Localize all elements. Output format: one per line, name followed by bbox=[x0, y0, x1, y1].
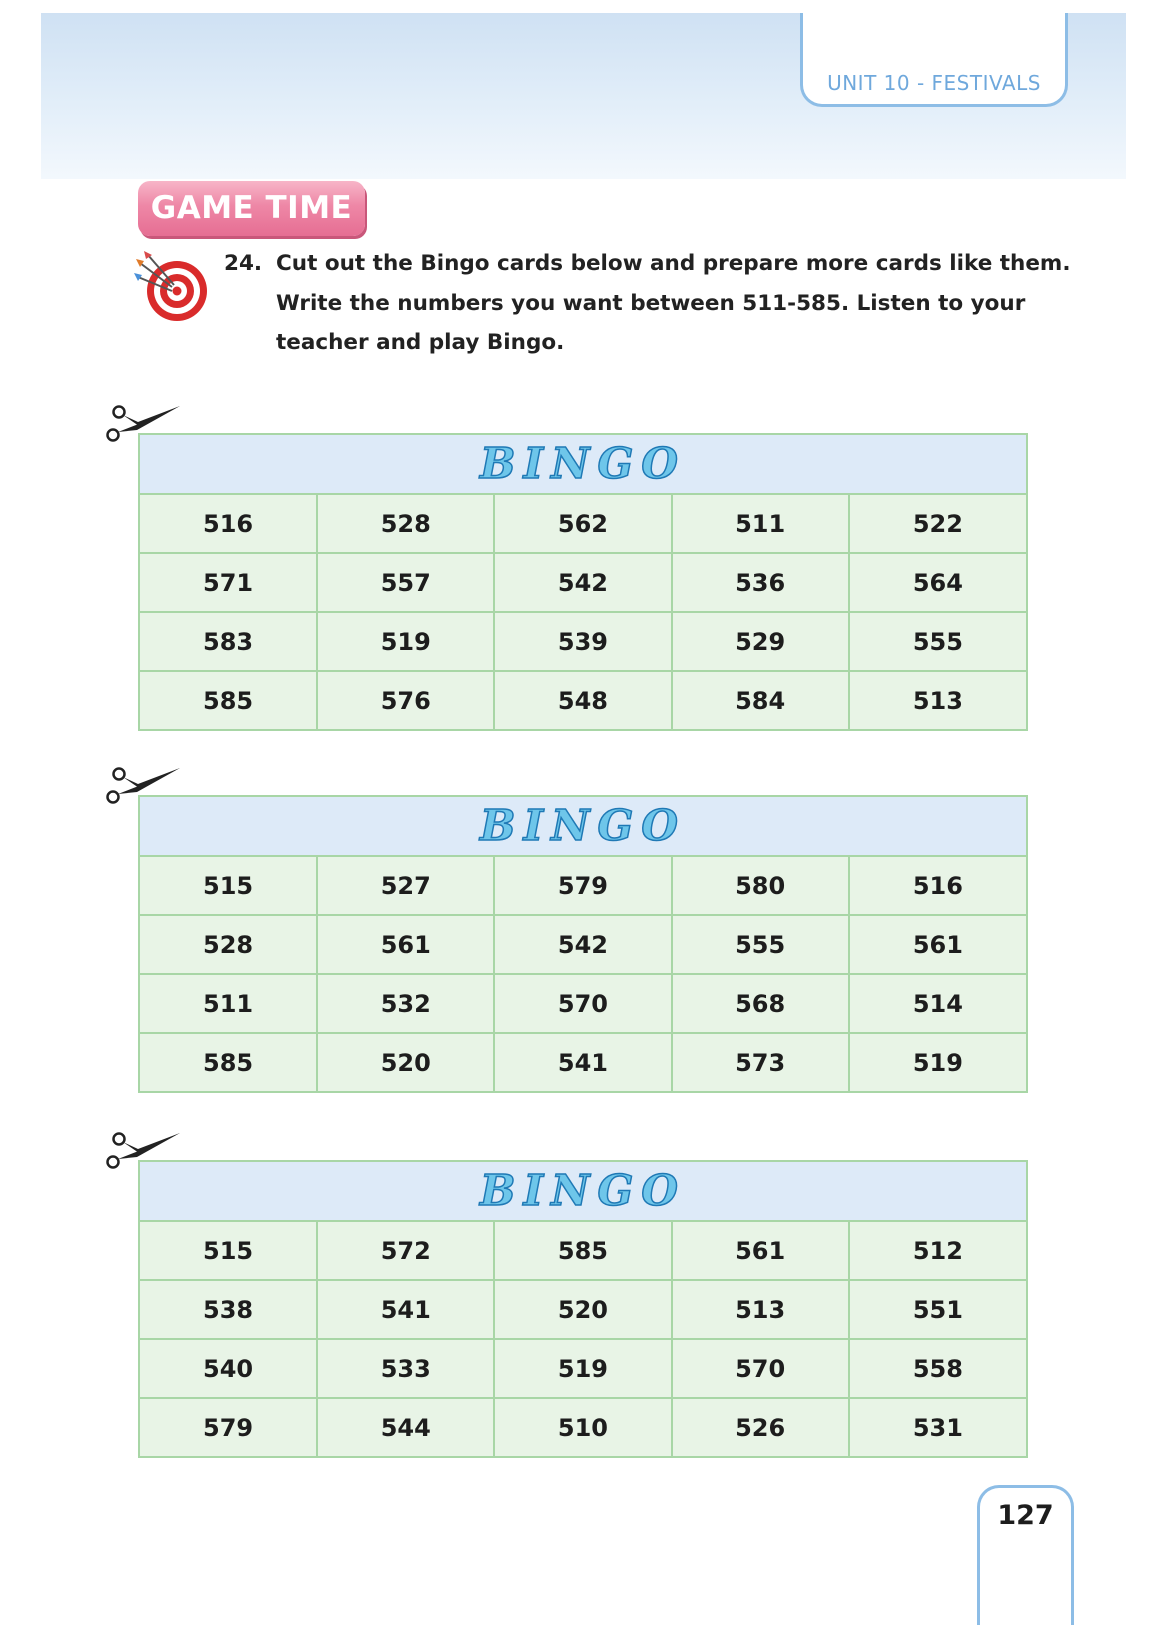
unit-label: UNIT 10 - FESTIVALS bbox=[827, 71, 1041, 95]
bingo-title: BINGO bbox=[480, 801, 686, 850]
table-row bbox=[140, 612, 1026, 671]
bingo-card-header bbox=[140, 435, 1026, 495]
table-row bbox=[140, 1222, 1026, 1280]
bingo-cell: 514 bbox=[849, 974, 1026, 1033]
bingo-title: BINGO bbox=[480, 1166, 686, 1215]
bingo-cell: 522 bbox=[849, 495, 1026, 553]
table-row bbox=[140, 1339, 1026, 1398]
bingo-cell: 510 bbox=[494, 1398, 671, 1456]
table-row bbox=[140, 915, 1026, 974]
bingo-cell: 579 bbox=[494, 857, 671, 915]
bingo-cell: 516 bbox=[849, 857, 1026, 915]
bingo-cell: 515 bbox=[140, 857, 317, 915]
bingo-cell: 576 bbox=[317, 671, 494, 729]
bingo-cell: 570 bbox=[672, 1339, 849, 1398]
bingo-cell: 516 bbox=[140, 495, 317, 553]
bingo-cell: 542 bbox=[494, 553, 671, 612]
table-row bbox=[140, 857, 1026, 915]
bingo-cell: 528 bbox=[317, 495, 494, 553]
bingo-cell: 528 bbox=[140, 915, 317, 974]
bingo-cell: 584 bbox=[672, 671, 849, 729]
bingo-cell: 531 bbox=[912, 1413, 963, 1442]
bingo-title: BINGO bbox=[480, 439, 686, 488]
bingo-cell: 561 bbox=[672, 1222, 849, 1280]
bingo-grid bbox=[140, 857, 1026, 1091]
page-number: 127 bbox=[997, 1500, 1054, 1531]
instruction-line-2: Write the numbers you want between 511-585. Listen to your bbox=[276, 290, 1026, 316]
bingo-cell: 539 bbox=[494, 612, 671, 671]
bingo-card-header bbox=[140, 1162, 1026, 1222]
game-time-banner bbox=[138, 181, 365, 236]
bingo-cell: 583 bbox=[140, 612, 317, 671]
bingo-cell: 561 bbox=[317, 915, 494, 974]
bingo-cell: 536 bbox=[672, 553, 849, 612]
bingo-cell: 555 bbox=[849, 612, 1026, 671]
bingo-cell: 526 bbox=[672, 1398, 849, 1456]
bingo-grid bbox=[140, 495, 1026, 729]
dart-target-icon bbox=[134, 251, 212, 323]
table-row bbox=[140, 1398, 1026, 1456]
bingo-card-header bbox=[140, 797, 1026, 857]
bingo-cell: 585 bbox=[140, 671, 317, 729]
instruction-number: 24. bbox=[224, 251, 263, 276]
bingo-cell: 585 bbox=[494, 1222, 671, 1280]
bingo-cell: 571 bbox=[140, 553, 317, 612]
bingo-cell: 512 bbox=[849, 1222, 1026, 1280]
bingo-cell: 573 bbox=[672, 1033, 849, 1091]
bingo-grid bbox=[140, 1222, 1026, 1456]
instruction-line-3: teacher and play Bingo. bbox=[276, 330, 565, 355]
bingo-cell: 561 bbox=[849, 915, 1026, 974]
bingo-cell: 527 bbox=[317, 857, 494, 915]
bingo-cell: 511 bbox=[140, 974, 317, 1033]
bingo-cell: 513 bbox=[672, 1280, 849, 1339]
bingo-cell: 519 bbox=[494, 1339, 671, 1398]
bingo-cell: 541 bbox=[317, 1280, 494, 1339]
bingo-cell: 520 bbox=[317, 1033, 494, 1091]
bingo-cell: 533 bbox=[317, 1339, 494, 1398]
bingo-cell: 562 bbox=[494, 495, 671, 553]
game-time-title: GAME TIME bbox=[150, 190, 353, 226]
bingo-cell: 544 bbox=[317, 1398, 494, 1456]
bingo-cell: 513 bbox=[912, 686, 963, 715]
bingo-cell: 529 bbox=[672, 612, 849, 671]
bingo-cell: 520 bbox=[494, 1280, 671, 1339]
bingo-cell: 538 bbox=[140, 1280, 317, 1339]
bingo-card-1 bbox=[138, 433, 1028, 731]
bingo-cell: 532 bbox=[317, 974, 494, 1033]
instruction-text bbox=[224, 244, 1071, 363]
bingo-card-2 bbox=[138, 795, 1028, 1093]
table-row bbox=[140, 671, 1026, 729]
bingo-cell: 572 bbox=[317, 1222, 494, 1280]
bingo-card-3 bbox=[138, 1160, 1028, 1458]
bingo-cell: 585 bbox=[140, 1033, 317, 1091]
bingo-cell: 558 bbox=[849, 1339, 1026, 1398]
table-row bbox=[140, 1033, 1026, 1091]
bingo-cell: 555 bbox=[672, 915, 849, 974]
instruction-line-1: Cut out the Bingo cards below and prepare more cards like them. bbox=[276, 251, 1071, 276]
page-number-tab bbox=[977, 1485, 1074, 1625]
bingo-cell: 579 bbox=[140, 1398, 317, 1456]
table-row bbox=[140, 974, 1026, 1033]
table-row bbox=[140, 553, 1026, 612]
bingo-cell: 568 bbox=[672, 974, 849, 1033]
table-row bbox=[140, 495, 1026, 553]
bingo-cell: 540 bbox=[140, 1339, 317, 1398]
bingo-cell: 564 bbox=[849, 553, 1026, 612]
bingo-cell: 542 bbox=[494, 915, 671, 974]
bingo-cell: 519 bbox=[317, 612, 494, 671]
bingo-cell: 519 bbox=[912, 1048, 963, 1077]
bingo-cell: 551 bbox=[849, 1280, 1026, 1339]
bingo-cell: 570 bbox=[494, 974, 671, 1033]
table-row bbox=[140, 1280, 1026, 1339]
bingo-cell: 541 bbox=[494, 1033, 671, 1091]
bingo-cell: 548 bbox=[494, 671, 671, 729]
bingo-cell: 515 bbox=[140, 1222, 317, 1280]
bingo-cell: 580 bbox=[672, 857, 849, 915]
unit-tab bbox=[800, 13, 1068, 107]
bingo-cell: 557 bbox=[317, 553, 494, 612]
bingo-cell: 511 bbox=[672, 495, 849, 553]
